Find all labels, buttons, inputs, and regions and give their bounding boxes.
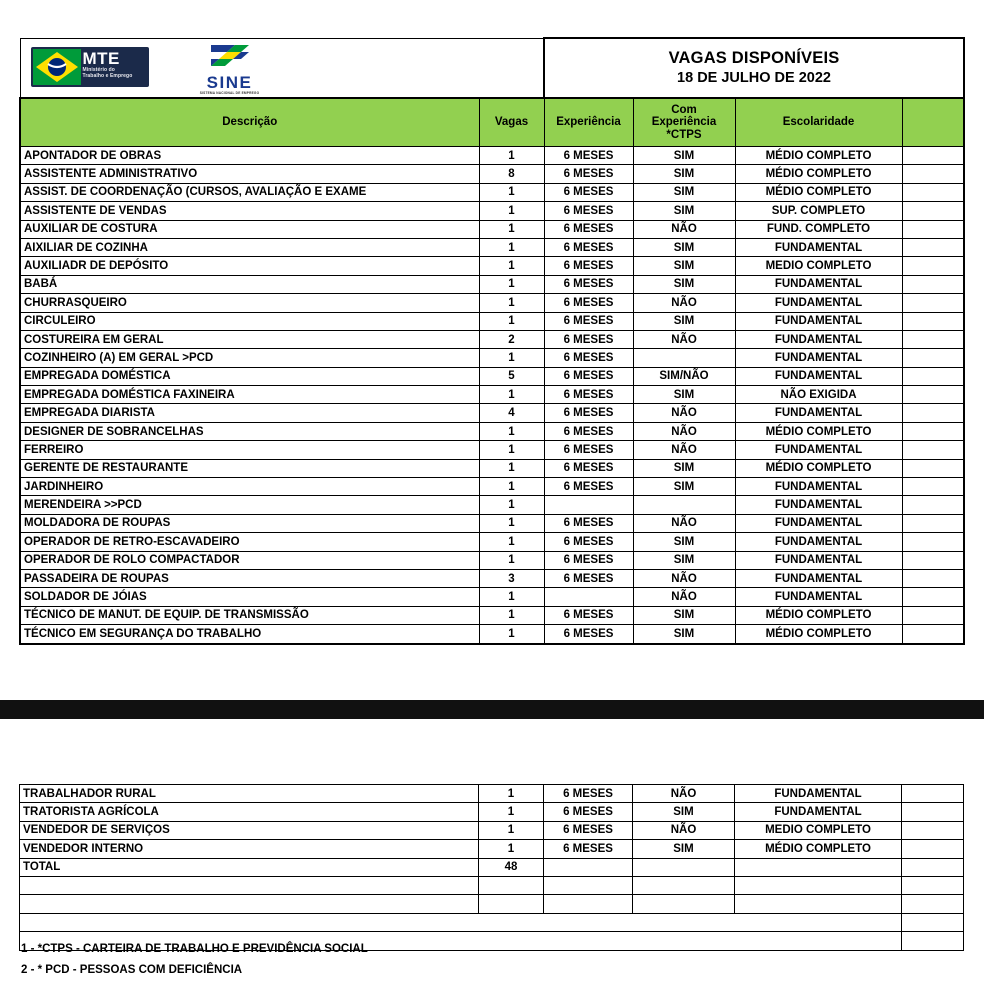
cell-escolaridade: FUNDAMENTAL <box>735 569 902 587</box>
cell-experiencia: 6 MESES <box>544 459 633 477</box>
cell-vagas: 48 <box>479 858 544 876</box>
footnotes <box>21 944 721 985</box>
mte-logo <box>31 47 149 87</box>
cell-com-experiencia: SIM <box>633 606 735 624</box>
table-row <box>20 183 964 201</box>
cell-extra <box>902 294 964 312</box>
cell-extra <box>902 478 964 496</box>
mte-acronym: MTE <box>82 48 120 68</box>
table-row <box>20 386 964 404</box>
cell-experiencia <box>544 858 633 876</box>
cell-descricao: SOLDADOR DE JÓIAS <box>20 588 479 606</box>
cell-extra <box>902 422 964 440</box>
cell-vagas: 1 <box>479 496 544 514</box>
cell-experiencia: 6 MESES <box>544 514 633 532</box>
cell-descricao: AIXILIAR DE COZINHA <box>20 238 479 256</box>
cell-descricao: CHURRASQUEIRO <box>20 294 479 312</box>
cell-experiencia: 6 MESES <box>544 478 633 496</box>
table-row <box>20 312 964 330</box>
col-header-experiencia: Experiência <box>544 98 633 147</box>
cell-vagas: 1 <box>479 147 544 165</box>
sine-wordmark: SINE <box>206 72 253 92</box>
cell-descricao: OPERADOR DE RETRO-ESCAVADEIRO <box>20 533 479 551</box>
cell-experiencia: 6 MESES <box>544 569 633 587</box>
table-row <box>20 202 964 220</box>
cell-descricao: MOLDADORA DE ROUPAS <box>20 514 479 532</box>
cell-vagas: 1 <box>479 821 544 839</box>
cell-vagas: 4 <box>479 404 544 422</box>
cell-com-experiencia: NÃO <box>633 422 735 440</box>
cell-com-experiencia <box>633 876 735 894</box>
cell-experiencia: 6 MESES <box>544 404 633 422</box>
table-row <box>20 220 964 238</box>
cell-descricao: COZINHEIRO (A) EM GERAL >PCD <box>20 349 479 367</box>
cell-extra <box>902 367 964 385</box>
table-row <box>20 569 964 587</box>
mte-wordmark <box>83 50 133 79</box>
cell-extra <box>902 606 964 624</box>
cell-experiencia: 6 MESES <box>544 551 633 569</box>
cell-escolaridade: FUNDAMENTAL <box>735 785 902 803</box>
cell-descricao: TRABALHADOR RURAL <box>20 785 479 803</box>
cell-vagas: 8 <box>479 165 544 183</box>
cell-descricao: TRATORISTA AGRÍCOLA <box>20 803 479 821</box>
black-separator-band <box>0 700 984 719</box>
table-row <box>20 606 964 624</box>
mte-line2: Trabalho e Emprego <box>82 72 133 79</box>
cell-extra <box>902 404 964 422</box>
cell-vagas: 1 <box>479 220 544 238</box>
cell-vagas <box>479 876 544 894</box>
cell-escolaridade: FUNDAMENTAL <box>735 496 902 514</box>
cell-extra <box>902 496 964 514</box>
cell-com-experiencia: NÃO <box>633 514 735 532</box>
cell-experiencia: 6 MESES <box>544 441 633 459</box>
cell-experiencia: 6 MESES <box>544 294 633 312</box>
cell-escolaridade: MÉDIO COMPLETO <box>735 422 902 440</box>
cell-escolaridade <box>735 895 902 913</box>
table-row <box>20 588 964 606</box>
title-row <box>20 38 964 98</box>
cell-com-experiencia: SIM <box>633 840 735 858</box>
cell-experiencia: 6 MESES <box>544 202 633 220</box>
cell-extra <box>902 569 964 587</box>
cell-descricao <box>20 895 479 913</box>
cell-extra <box>902 932 964 950</box>
cell-vagas: 1 <box>479 238 544 256</box>
cell-descricao: ASSIST. DE COORDENAÇÃO (CURSOS, AVALIAÇÃO E EXAME <box>20 183 479 201</box>
logo-cell <box>20 38 544 98</box>
cell-vagas: 1 <box>479 294 544 312</box>
table-row <box>20 367 964 385</box>
cell-vagas: 1 <box>479 514 544 532</box>
table-row <box>20 165 964 183</box>
cell-escolaridade: FUNDAMENTAL <box>735 294 902 312</box>
cell-escolaridade: FUNDAMENTAL <box>735 478 902 496</box>
table-row <box>20 533 964 551</box>
cell-extra <box>902 330 964 348</box>
cell-descricao: FERREIRO <box>20 441 479 459</box>
table-row <box>20 294 964 312</box>
cell-experiencia: 6 MESES <box>544 312 633 330</box>
cell-escolaridade: MEDIO COMPLETO <box>735 821 902 839</box>
cell-com-experiencia: SIM <box>633 183 735 201</box>
cell-escolaridade: SUP. COMPLETO <box>735 202 902 220</box>
cell-experiencia: 6 MESES <box>544 183 633 201</box>
cell-vagas: 1 <box>479 840 544 858</box>
cell-descricao: APONTADOR DE OBRAS <box>20 147 479 165</box>
col-header-descricao: Descrição <box>20 98 479 147</box>
vacancies-table-top <box>19 37 965 645</box>
cell-vagas: 1 <box>479 625 544 644</box>
cell-descricao: GERENTE DE RESTAURANTE <box>20 459 479 477</box>
cell-extra <box>902 165 964 183</box>
cell-vagas: 1 <box>479 588 544 606</box>
cell-experiencia: 6 MESES <box>544 803 633 821</box>
sine-logo <box>194 43 266 93</box>
table-row <box>20 441 964 459</box>
cell-vagas: 1 <box>479 312 544 330</box>
cell-escolaridade: FUNDAMENTAL <box>735 803 902 821</box>
cell-experiencia: 6 MESES <box>544 533 633 551</box>
cell-extra <box>902 220 964 238</box>
cell-experiencia: 6 MESES <box>544 422 633 440</box>
cell-escolaridade <box>735 858 902 876</box>
table-row <box>20 422 964 440</box>
table-header <box>20 38 964 147</box>
cell-descricao: EMPREGADA DOMÉSTICA <box>20 367 479 385</box>
cell-escolaridade: FUNDAMENTAL <box>735 551 902 569</box>
col-header-vagas: Vagas <box>479 98 544 147</box>
cell-descricao: BABÁ <box>20 275 479 293</box>
cell-vagas: 1 <box>479 459 544 477</box>
cell-experiencia <box>544 895 633 913</box>
cell-extra <box>902 257 964 275</box>
cell-experiencia: 6 MESES <box>544 386 633 404</box>
page-title <box>544 38 964 98</box>
cell-vagas: 1 <box>479 441 544 459</box>
cell-extra <box>902 551 964 569</box>
cell-descricao: JARDINHEIRO <box>20 478 479 496</box>
cell-vagas: 1 <box>479 478 544 496</box>
cell-com-experiencia: SIM <box>633 625 735 644</box>
table-row <box>20 459 964 477</box>
cell-experiencia: 6 MESES <box>544 238 633 256</box>
table-row <box>20 858 964 876</box>
cell-vagas: 5 <box>479 367 544 385</box>
cell-extra <box>902 913 964 931</box>
cell-experiencia <box>544 876 633 894</box>
cell-descricao: MERENDEIRA >>PCD <box>20 496 479 514</box>
cell-experiencia: 6 MESES <box>544 785 633 803</box>
table-body-bottom <box>20 785 964 951</box>
cell-experiencia: 6 MESES <box>544 165 633 183</box>
table-row <box>20 913 964 931</box>
cell-escolaridade: FUNDAMENTAL <box>735 330 902 348</box>
cell-descricao: OPERADOR DE ROLO COMPACTADOR <box>20 551 479 569</box>
cell-experiencia: 6 MESES <box>544 840 633 858</box>
cell-experiencia <box>544 496 633 514</box>
cell-descricao: ASSISTENTE ADMINISTRATIVO <box>20 165 479 183</box>
cell-experiencia: 6 MESES <box>544 625 633 644</box>
sine-s-mark-icon <box>207 43 253 70</box>
cell-com-experiencia: NÃO <box>633 569 735 587</box>
cell-escolaridade: NÃO EXIGIDA <box>735 386 902 404</box>
cell-com-experiencia: NÃO <box>633 330 735 348</box>
footnote-2: 2 - * PCD - PESSOAS COM DEFICIÊNCIA <box>21 963 243 976</box>
cell-experiencia: 6 MESES <box>544 606 633 624</box>
cell-escolaridade: FUNDAMENTAL <box>735 367 902 385</box>
cell-extra <box>902 840 964 858</box>
cell-com-experiencia: SIM <box>633 147 735 165</box>
cell-com-experiencia: SIM <box>633 386 735 404</box>
cell-experiencia: 6 MESES <box>544 330 633 348</box>
cell-experiencia: 6 MESES <box>544 275 633 293</box>
vacancies-table-bottom <box>19 784 964 951</box>
cell-extra <box>902 312 964 330</box>
cell-com-experiencia: SIM <box>633 238 735 256</box>
cell-descricao: PASSADEIRA DE ROUPAS <box>20 569 479 587</box>
cell-escolaridade <box>735 876 902 894</box>
cell-vagas <box>479 895 544 913</box>
cell-vagas: 1 <box>479 803 544 821</box>
cell-extra <box>902 386 964 404</box>
cell-extra <box>902 876 964 894</box>
cell-extra <box>902 459 964 477</box>
cell-extra <box>902 183 964 201</box>
cell-descricao: ASSISTENTE DE VENDAS <box>20 202 479 220</box>
table-row <box>20 840 964 858</box>
cell-com-experiencia: SIM <box>633 202 735 220</box>
cell-com-experiencia <box>633 349 735 367</box>
cell-vagas: 3 <box>479 569 544 587</box>
cell-vagas: 1 <box>479 275 544 293</box>
col-header-com-experiencia-l2: Experiência <box>651 116 717 129</box>
cell-com-experiencia: SIM <box>633 459 735 477</box>
cell-experiencia: 6 MESES <box>544 257 633 275</box>
cell-com-experiencia: NÃO <box>633 294 735 312</box>
cell-descricao: DESIGNER DE SOBRANCELHAS <box>20 422 479 440</box>
cell-extra <box>902 147 964 165</box>
cell-com-experiencia <box>633 496 735 514</box>
cell-com-experiencia <box>633 895 735 913</box>
table-row <box>20 551 964 569</box>
cell-vagas: 1 <box>479 202 544 220</box>
cell-com-experiencia: SIM <box>633 803 735 821</box>
cell-descricao: COSTUREIRA EM GERAL <box>20 330 479 348</box>
cell-extra <box>902 785 964 803</box>
cell-escolaridade: FUNDAMENTAL <box>735 441 902 459</box>
cell-escolaridade: MÉDIO COMPLETO <box>735 606 902 624</box>
cell-com-experiencia: SIM <box>633 165 735 183</box>
table-row <box>20 876 964 894</box>
cell-com-experiencia: SIM/NÃO <box>633 367 735 385</box>
cell-vagas: 1 <box>479 257 544 275</box>
brazil-flag-icon <box>33 49 81 85</box>
cell-experiencia: 6 MESES <box>544 220 633 238</box>
cell-com-experiencia <box>633 858 735 876</box>
cell-experiencia: 6 MESES <box>544 821 633 839</box>
cell-descricao: TÉCNICO DE MANUT. DE EQUIP. DE TRANSMISSÃO <box>20 606 479 624</box>
table-row <box>20 803 964 821</box>
col-header-extra <box>902 98 964 147</box>
cell-vagas: 2 <box>479 330 544 348</box>
table-row <box>20 147 964 165</box>
mte-line1: Ministério do <box>82 66 115 73</box>
cell-extra <box>902 275 964 293</box>
cell-descricao: TÉCNICO EM SEGURANÇA DO TRABALHO <box>20 625 479 644</box>
cell-extra <box>902 858 964 876</box>
cell-descricao: AUXILIAR DE COSTURA <box>20 220 479 238</box>
cell-descricao: AUXILIADR DE DEPÓSITO <box>20 257 479 275</box>
cell-com-experiencia: NÃO <box>633 441 735 459</box>
cell-escolaridade: FUNDAMENTAL <box>735 514 902 532</box>
cell-extra <box>902 895 964 913</box>
footnote-1: 1 - *CTPS - CARTEIRA DE TRABALHO E PREVIDÊNCIA SOCIAL <box>21 943 368 955</box>
cell-escolaridade: MÉDIO COMPLETO <box>735 183 902 201</box>
cell-descricao: EMPREGADA DOMÉSTICA FAXINEIRA <box>20 386 479 404</box>
cell-extra <box>902 821 964 839</box>
cell-descricao <box>20 876 479 894</box>
cell-com-experiencia: SIM <box>633 275 735 293</box>
cell-extra <box>902 238 964 256</box>
cell-vagas: 1 <box>479 183 544 201</box>
cell-extra <box>902 588 964 606</box>
column-header-row <box>20 98 964 147</box>
cell-experiencia: 6 MESES <box>544 349 633 367</box>
cell-vagas: 1 <box>479 785 544 803</box>
table-row <box>20 785 964 803</box>
cell-escolaridade: FUNDAMENTAL <box>735 588 902 606</box>
cell-com-experiencia: NÃO <box>633 220 735 238</box>
cell-vagas: 1 <box>479 606 544 624</box>
cell-escolaridade: FUNDAMENTAL <box>735 238 902 256</box>
cell-descricao: VENDEDOR INTERNO <box>20 840 479 858</box>
cell-descricao: EMPREGADA DIARISTA <box>20 404 479 422</box>
cell-com-experiencia: SIM <box>633 257 735 275</box>
cell-com-experiencia: SIM <box>633 533 735 551</box>
cell-extra <box>902 803 964 821</box>
col-header-com-experiencia <box>633 98 735 147</box>
table-row <box>20 330 964 348</box>
table-row <box>20 257 964 275</box>
cell-vagas: 1 <box>479 386 544 404</box>
table-row <box>20 895 964 913</box>
cell-escolaridade: MÉDIO COMPLETO <box>735 147 902 165</box>
cell-experiencia <box>544 588 633 606</box>
cell-extra <box>902 349 964 367</box>
table-row <box>20 349 964 367</box>
cell-escolaridade: MÉDIO COMPLETO <box>735 625 902 644</box>
cell-vagas: 1 <box>479 422 544 440</box>
cell-descricao: CIRCULEIRO <box>20 312 479 330</box>
cell-escolaridade: FUNDAMENTAL <box>735 312 902 330</box>
sine-tagline: SISTEMA NACIONAL DE EMPREGO <box>199 90 260 95</box>
table-row <box>20 496 964 514</box>
cell-com-experiencia: SIM <box>633 478 735 496</box>
cell-extra <box>902 533 964 551</box>
table-row <box>20 478 964 496</box>
cell-vagas: 1 <box>479 533 544 551</box>
title-main: VAGAS DISPONÍVEIS <box>668 49 840 68</box>
table-row <box>20 625 964 644</box>
cell-vagas: 1 <box>479 551 544 569</box>
title-date: 18 DE JULHO DE 2022 <box>677 69 831 86</box>
cell-escolaridade: FUND. COMPLETO <box>735 220 902 238</box>
cell-escolaridade: MÉDIO COMPLETO <box>735 165 902 183</box>
cell-com-experiencia: NÃO <box>633 785 735 803</box>
cell-extra <box>902 625 964 644</box>
table-body-top <box>20 147 964 644</box>
cell-experiencia: 6 MESES <box>544 147 633 165</box>
cell-escolaridade: MÉDIO COMPLETO <box>735 459 902 477</box>
cell-descricao: TOTAL <box>20 858 479 876</box>
cell-escolaridade: FUNDAMENTAL <box>735 275 902 293</box>
cell-extra <box>902 514 964 532</box>
cell-extra <box>902 202 964 220</box>
cell-merged-descricao <box>20 913 902 931</box>
col-header-com-experiencia-l3: *CTPS <box>666 128 702 141</box>
cell-com-experiencia: NÃO <box>633 404 735 422</box>
cell-escolaridade: FUNDAMENTAL <box>735 533 902 551</box>
col-header-escolaridade: Escolaridade <box>735 98 902 147</box>
table-row <box>20 821 964 839</box>
cell-escolaridade: FUNDAMENTAL <box>735 404 902 422</box>
cell-descricao: VENDEDOR DE SERVIÇOS <box>20 821 479 839</box>
table-row <box>20 404 964 422</box>
col-header-com-experiencia-l1: Com <box>671 104 697 117</box>
table-row <box>20 238 964 256</box>
table-row <box>20 275 964 293</box>
cell-vagas: 1 <box>479 349 544 367</box>
table-row <box>20 514 964 532</box>
cell-com-experiencia: NÃO <box>633 821 735 839</box>
cell-com-experiencia: SIM <box>633 312 735 330</box>
cell-experiencia: 6 MESES <box>544 367 633 385</box>
cell-escolaridade: MÉDIO COMPLETO <box>735 840 902 858</box>
cell-extra <box>902 441 964 459</box>
cell-com-experiencia: NÃO <box>633 588 735 606</box>
cell-escolaridade: FUNDAMENTAL <box>735 349 902 367</box>
cell-com-experiencia: SIM <box>633 551 735 569</box>
cell-escolaridade: MEDIO COMPLETO <box>735 257 902 275</box>
